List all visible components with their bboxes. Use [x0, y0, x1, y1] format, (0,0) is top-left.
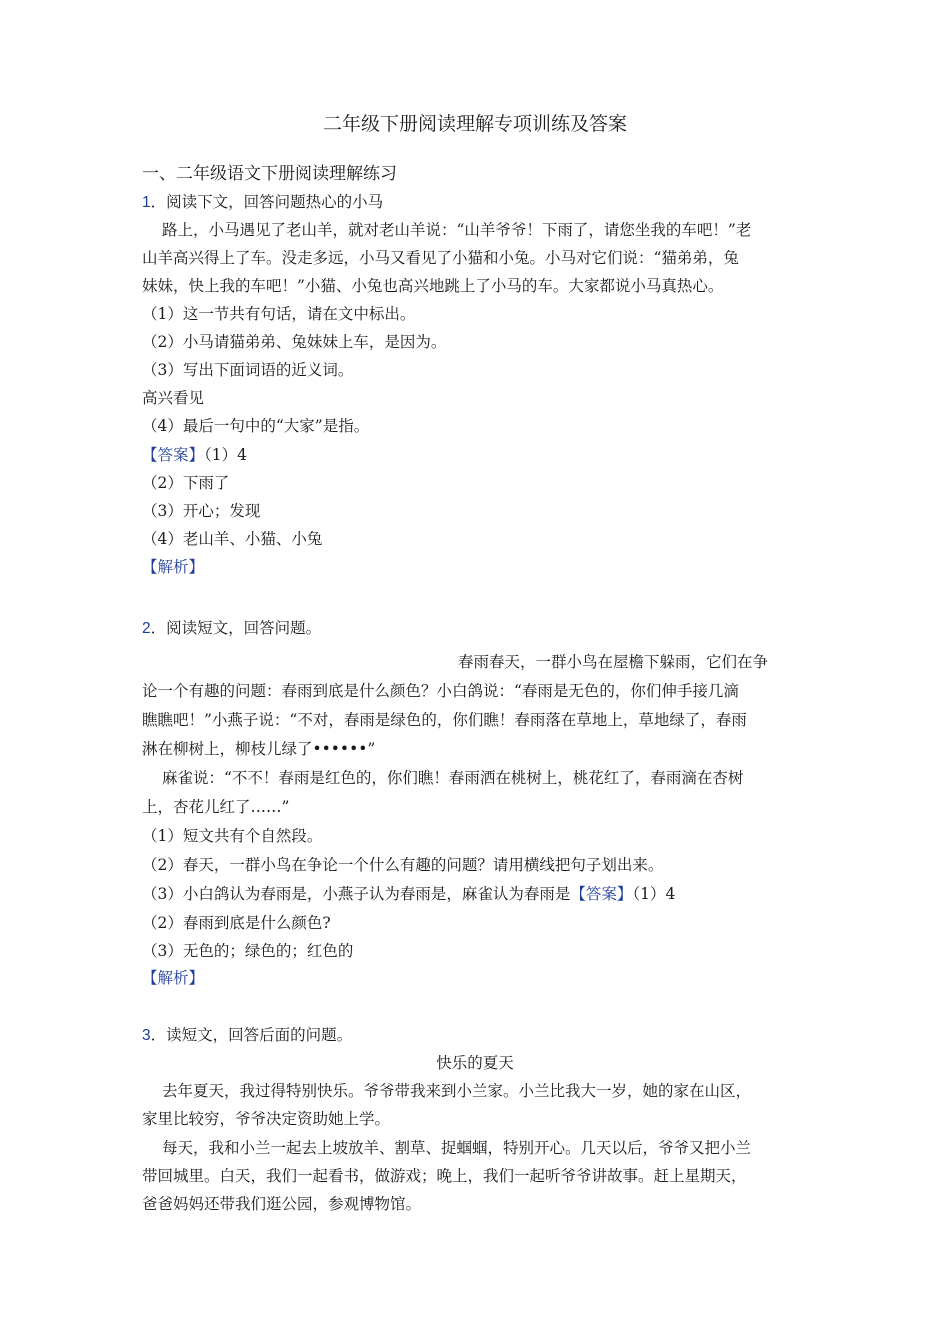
q1-passage-line: 妹妹，快上我的车吧！”小猫、小兔也高兴地跳上了小马的车。大家都说小马真热心。 [142, 277, 724, 295]
q1-passage-line: 山羊高兴得上了车。没走多远，小马又看见了小猫和小兔。小马对它们说：“猫弟弟，兔 [142, 249, 739, 267]
q1-answer-line [142, 445, 247, 465]
q1-sub-question: （3）写出下面词语的近义词。 [142, 361, 354, 379]
q1-answer-3: （3）开心；发现 [142, 502, 261, 520]
q2-passage-line: 瞧瞧吧！”小燕子说：“不对，春雨是绿色的，你们瞧！春雨落在草地上，草地绿了，春雨 [142, 711, 747, 729]
answer-tag: 【答案】 [570, 885, 633, 903]
question-1-number: 1 [142, 194, 151, 211]
question-1-prompt-text: ．阅读下文，回答问题热心的小马 [150, 193, 384, 211]
q1-sub-question: （2）小马请猫弟弟、兔妹妹上车，是因为。 [142, 333, 447, 351]
question-3-prompt [142, 1025, 352, 1046]
q2-sub-question: （1）短文共有个自然段。 [142, 827, 323, 845]
q3-passage-line: 每天，我和小兰一起去上坡放羊、割草、捉蝈蝈，特别开心。几天以后，爷爷又把小兰 [162, 1139, 752, 1157]
q3-passage-heading: 快乐的夏天 [436, 1054, 514, 1072]
question-3-prompt-text: ．读短文，回答后面的问题。 [150, 1026, 353, 1044]
analysis-tag: 【解析】 [142, 969, 205, 987]
q1-passage-line: 路上，小马遇见了老山羊，就对老山羊说：“山羊爷爷！下雨了，请您坐我的车吧！”老 [162, 221, 752, 239]
question-2-prompt-text: ．阅读短文，回答问题。 [150, 619, 322, 637]
q2-answer-3: （3）无色的；绿色的；红色的 [142, 942, 354, 960]
q2-sub-question-3: （3）小白鸽认为春雨是，小燕子认为春雨是，麻雀认为春雨是 [142, 885, 571, 903]
q1-sub-question: （4）最后一句中的“大家”是指。 [142, 417, 370, 435]
analysis-tag: 【解析】 [142, 558, 205, 576]
q3-passage-line: 去年夏天，我过得特别快乐。爷爷带我来到小兰家。小兰比我大一岁，她的家在山区， [162, 1082, 752, 1100]
answer-tag: 【答案】 [142, 446, 205, 464]
q2-sub-question-with-answer [142, 884, 675, 904]
q1-answer-2: （2）下雨了 [142, 474, 230, 492]
document-title: 二年级下册阅读理解专项训练及答案 [322, 113, 627, 135]
q2-passage-line: 淋在柳树上，柳枝儿绿了••••••” [142, 740, 376, 758]
q1-answer-1: （1）4 [204, 446, 247, 464]
q2-passage-line: 上，杏花儿红了……” [142, 798, 290, 816]
q2-sub-question: （2）春天，一群小鸟在争论一个什么有趣的问题？请用横线把句子划出来。 [142, 856, 664, 874]
q2-answer-2: （2）春雨到底是什么颜色? [142, 914, 331, 932]
question-3-number: 3 [142, 1027, 151, 1044]
question-2-prompt [142, 618, 321, 639]
q2-answer-1: （1）4 [632, 885, 676, 903]
q3-passage-line: 带回城里。白天，我们一起看书，做游戏；晚上，我们一起听爷爷讲故事。赶上星期天， [142, 1167, 747, 1185]
q3-passage-line: 家里比较穷，爷爷决定资助她上学。 [142, 1110, 391, 1128]
q1-word-list: 高兴看见 [142, 389, 205, 407]
q1-sub-question: （1）这一节共有句话，请在文中标出。 [142, 305, 416, 323]
q2-passage-line: 春雨春天，一群小鸟在屋檐下躲雨，它们在争 [458, 653, 769, 671]
question-1-prompt [142, 192, 383, 213]
section-heading: 一、二年级语文下册阅读理解练习 [142, 164, 397, 184]
q2-passage-line: 麻雀说：“不不！春雨是红色的，你们瞧！春雨洒在桃树上，桃花红了，春雨滴在杏树 [162, 769, 744, 787]
q2-passage-line: 论一个有趣的问题：春雨到底是什么颜色？小白鸽说：“春雨是无色的，你们伸手接几滴 [142, 682, 739, 700]
q1-answer-4: （4）老山羊、小猫、小兔 [142, 530, 323, 548]
q3-passage-line: 爸爸妈妈还带我们逛公园，参观博物馆。 [142, 1195, 422, 1213]
question-2-number: 2 [142, 620, 151, 637]
